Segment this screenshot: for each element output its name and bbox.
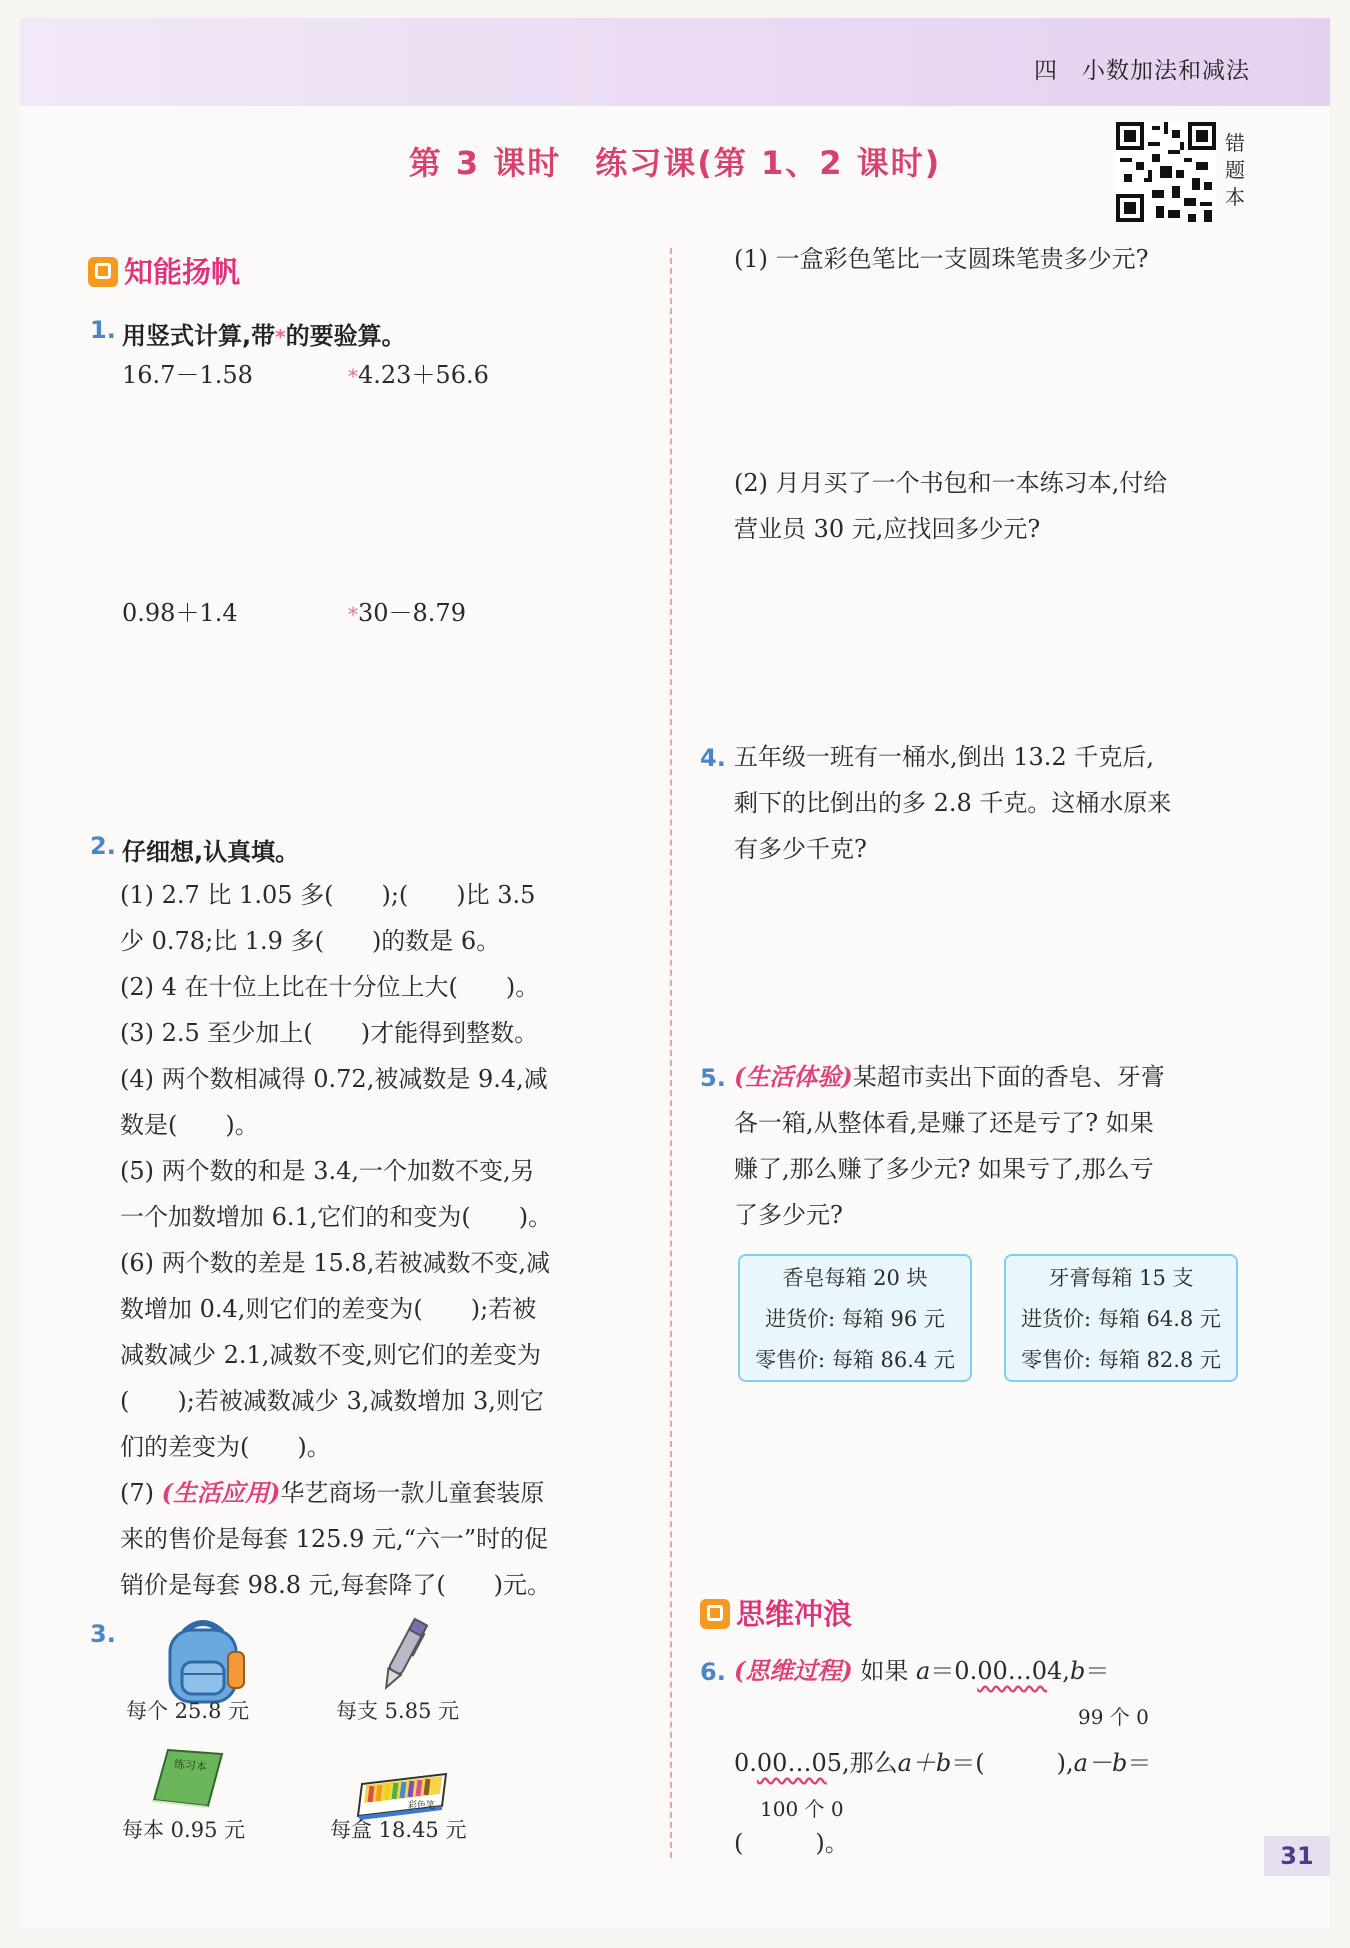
toothpaste-card-title: 牙膏每箱 15 支 — [1048, 1266, 1194, 1290]
q5-body — [734, 1054, 1165, 1238]
q2-line: 来的售价是每套 125.9 元,“六一”时的促 — [120, 1525, 549, 1553]
q6-note-1: 99 个 0 — [1078, 1705, 1149, 1729]
q1-expr-4-text: 30－8.79 — [358, 599, 466, 627]
q6-text: ＝0. — [930, 1657, 978, 1685]
star-icon: * — [348, 364, 358, 388]
q1-expr-1: 16.7－1.58 — [122, 361, 253, 389]
lesson-title: 第 3 课时 练习课(第 1、2 课时) — [408, 144, 942, 182]
q6-note-2: 100 个 0 — [760, 1797, 844, 1821]
toothpaste-price-card — [1004, 1254, 1238, 1382]
q1-expr-3: 0.98＋1.4 — [122, 599, 238, 627]
life-application-tag: (生活应用) — [161, 1478, 281, 1507]
q3-sub2 — [734, 460, 1167, 552]
notebook-cover-text: 练习本 — [173, 1757, 208, 1774]
q6-text: 5,那么 — [826, 1749, 898, 1777]
q5-first-rest: 某超市卖出下面的香皂、牙膏 — [852, 1063, 1165, 1091]
q6-line-2 — [734, 1740, 1151, 1786]
q6-text: 4, — [1047, 1657, 1070, 1685]
q5-line: 了多少元? — [734, 1201, 843, 1229]
q2-line: 少 0.78;比 1.9 多( )的数是 6。 — [120, 927, 501, 955]
soap-card-cost: 进货价: 每箱 96 元 — [765, 1307, 945, 1331]
q1-number: 1. — [90, 316, 116, 344]
q2-line: 数增加 0.4,则它们的差变为( );若被 — [120, 1295, 537, 1323]
q1-prompt-b: 的要验算。 — [285, 322, 406, 350]
q1-expr-2 — [348, 352, 489, 399]
q6-line-3: ( )。 — [734, 1829, 849, 1857]
mistake-book-label[interactable] — [1222, 130, 1248, 211]
q5-number: 5. — [700, 1064, 726, 1092]
pencil-box-cover-text: 彩色笔 — [408, 1801, 436, 1811]
q6-text: 0. — [734, 1749, 757, 1777]
q6-text: ＝( ), — [951, 1749, 1074, 1777]
q5-line: 各一箱,从整体看,是赚了还是亏了? 如果 — [734, 1109, 1154, 1137]
section-heading-text: 思维冲浪 — [736, 1597, 853, 1631]
q2-line-7 — [120, 1470, 640, 1516]
star-icon: * — [275, 325, 286, 349]
q6-text: ＝ — [1085, 1657, 1110, 1685]
q4-line: 有多少千克? — [734, 835, 867, 863]
star-icon: * — [348, 602, 358, 626]
soap-price-card — [738, 1254, 972, 1382]
q2-7-prefix: (7) — [120, 1479, 154, 1507]
pencil-box-price: 每盒 18.45 元 — [330, 1818, 467, 1842]
q2-line: (4) 两个数相减得 0.72,被减数是 9.4,减 — [120, 1065, 548, 1093]
mistake-char-1: 错 — [1225, 131, 1245, 155]
backpack-icon — [156, 1618, 250, 1706]
toothpaste-card-cost: 进货价: 每箱 64.8 元 — [1021, 1307, 1221, 1331]
q2-line: 们的差变为( )。 — [120, 1433, 331, 1461]
q5-line: 赚了,那么赚了多少元? 如果亏了,那么亏 — [734, 1155, 1154, 1183]
q6-zeros-2: 00…0 — [756, 1749, 827, 1777]
q6-zeros-1: 00…0 — [977, 1657, 1048, 1685]
q6-number: 6. — [700, 1658, 726, 1686]
backpack-price: 每个 25.8 元 — [126, 1699, 250, 1723]
mistake-char-3: 本 — [1225, 185, 1245, 209]
q2-line: (5) 两个数的和是 3.4,一个加数不变,另 — [120, 1157, 535, 1185]
q2-number: 2. — [90, 832, 116, 860]
section-heading-text: 知能扬帆 — [124, 255, 241, 289]
q2-line: 销价是每套 98.8 元,每套降了( )元。 — [120, 1571, 552, 1599]
q2-line: ( );若被减数减少 3,减数增加 3,则它 — [120, 1387, 544, 1415]
q1-prompt — [122, 316, 406, 351]
notebook-price: 每本 0.95 元 — [122, 1818, 246, 1842]
q2-line: 一个加数增加 6.1,它们的和变为( )。 — [120, 1203, 553, 1231]
pen-price: 每支 5.85 元 — [336, 1699, 460, 1723]
q2-line: (6) 两个数的差是 15.8,若被减数不变,减 — [120, 1249, 550, 1277]
q3-number: 3. — [90, 1620, 116, 1648]
expr-a-plus-b: a＋b — [897, 1749, 952, 1777]
q2-line: (1) 2.7 比 1.05 多( );( )比 3.5 — [120, 881, 536, 909]
soap-card-title: 香皂每箱 20 块 — [782, 1266, 928, 1290]
notebook-icon — [152, 1746, 224, 1808]
qr-code-icon[interactable] — [1116, 122, 1216, 222]
q2-prompt: 仔细想,认真填。 — [122, 838, 300, 866]
pen-icon — [376, 1612, 432, 1696]
q4-number: 4. — [700, 744, 726, 772]
q2-line: 减数减少 2.1,减数不变,则它们的差变为 — [120, 1341, 542, 1369]
q1-prompt-a: 用竖式计算,带 — [122, 322, 276, 350]
q1-expr-2-text: 4.23＋56.6 — [358, 361, 489, 389]
q6-text: ＝ — [1127, 1749, 1152, 1777]
column-divider — [670, 248, 672, 1858]
page-number: 31 — [1264, 1836, 1330, 1876]
q2-line: (2) 4 在十位上比在十分位上大( )。 — [120, 973, 540, 1001]
section-heading-zhineng — [88, 250, 240, 291]
q6-line-1 — [734, 1648, 1109, 1694]
q2-line: 数是( )。 — [120, 1111, 259, 1139]
q5-line-1 — [734, 1054, 1165, 1100]
q2-body — [120, 872, 640, 1608]
q3-sub2-line: 营业员 30 元,应找回多少元? — [734, 515, 1041, 543]
sail-icon — [88, 257, 118, 287]
mistake-char-2: 题 — [1225, 158, 1245, 182]
q4-body — [734, 734, 1171, 872]
thinking-process-tag: (思维过程) — [734, 1656, 853, 1685]
soap-card-retail: 零售价: 每箱 86.4 元 — [755, 1348, 955, 1372]
q4-line: 剩下的比倒出的多 2.8 千克。这桶水原来 — [734, 789, 1172, 817]
q3-sub2-line: (2) 月月买了一个书包和一本练习本,付给 — [734, 469, 1168, 497]
q1-expr-4 — [348, 590, 466, 637]
q3-sub1: (1) 一盒彩色笔比一支圆珠笔贵多少元? — [734, 245, 1149, 273]
surf-icon — [700, 1599, 730, 1629]
q2-line: (3) 2.5 至少加上( )才能得到整数。 — [120, 1019, 539, 1047]
q4-line: 五年级一班有一桶水,倒出 13.2 千克后, — [734, 743, 1154, 771]
var-a: a — [916, 1657, 931, 1685]
q6-text: 如果 — [860, 1657, 909, 1685]
expr-a-minus-b: a－b — [1073, 1749, 1128, 1777]
section-heading-siwei — [700, 1592, 852, 1633]
color-pencil-box-icon — [354, 1770, 450, 1820]
var-b: b — [1069, 1657, 1086, 1685]
life-experience-tag: (生活体验) — [734, 1062, 853, 1091]
unit-title: 四 小数加法和减法 — [1034, 58, 1250, 84]
toothpaste-card-retail: 零售价: 每箱 82.8 元 — [1021, 1348, 1221, 1372]
q2-7-rest: 华艺商场一款儿童套装原 — [280, 1479, 545, 1507]
